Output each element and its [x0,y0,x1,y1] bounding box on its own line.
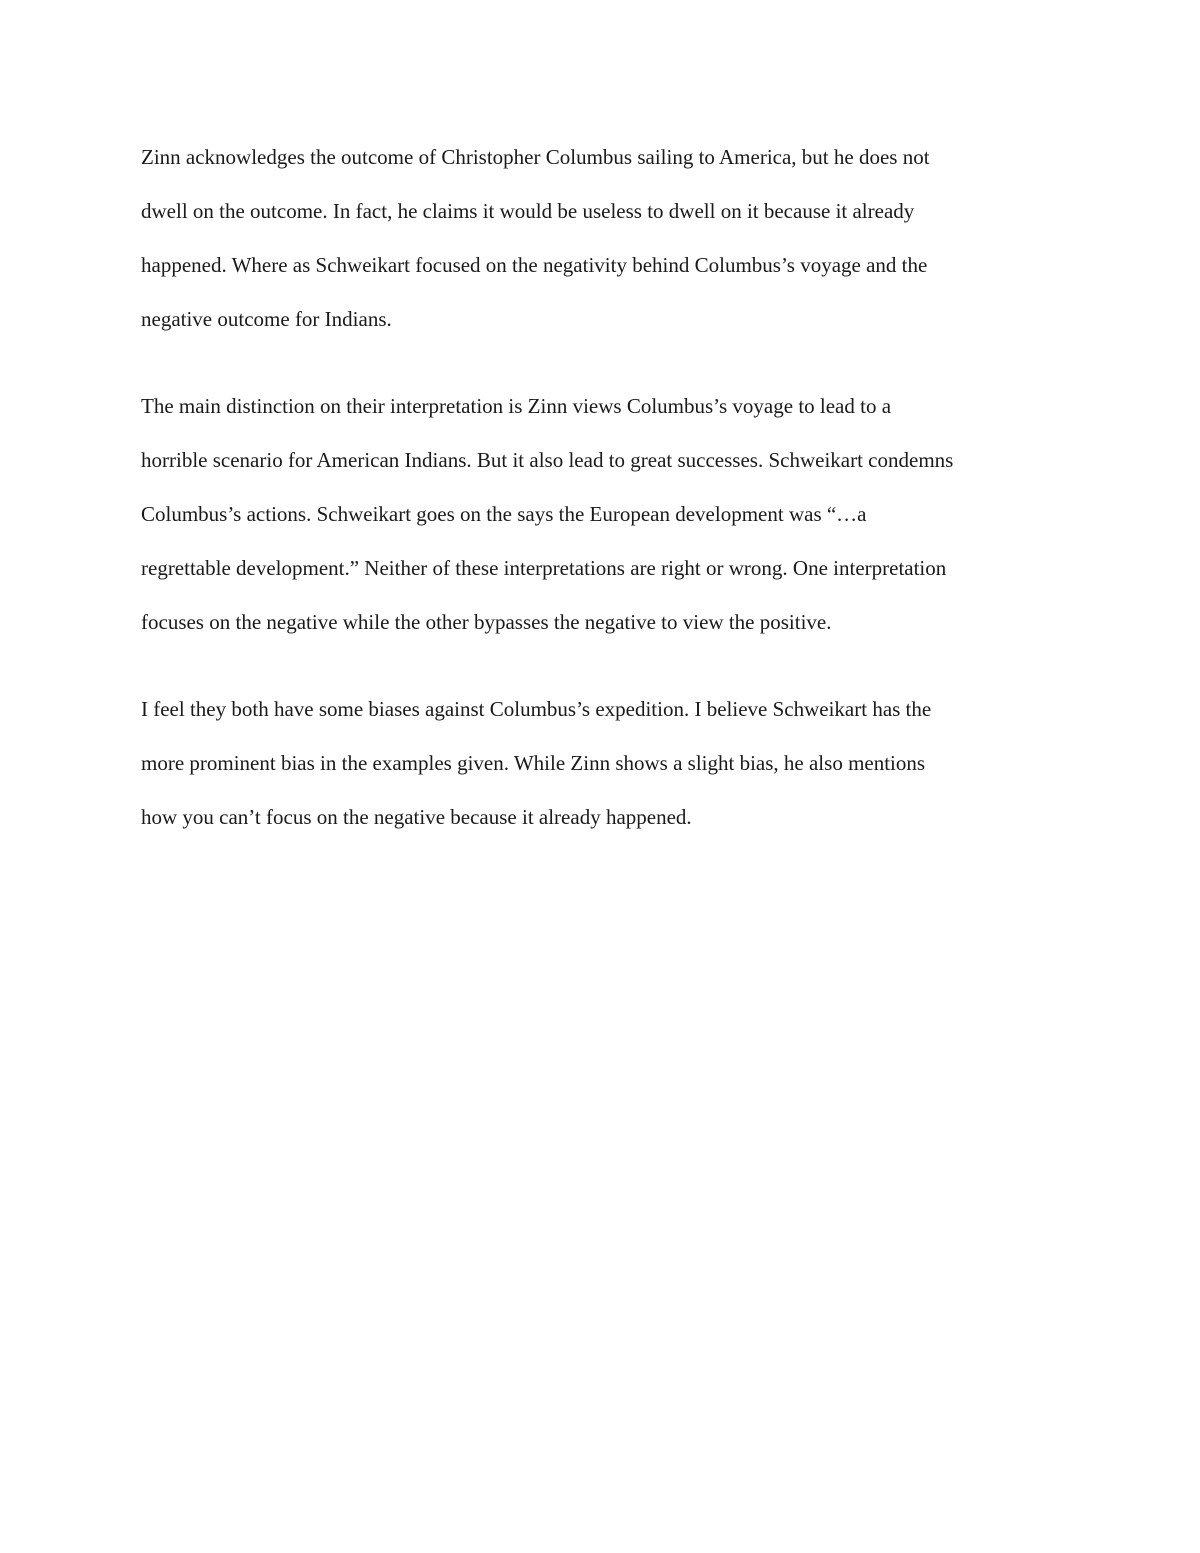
document-body [141,138,1071,852]
paragraph-3 [141,690,1071,852]
paragraph-line: regrettable development.” Neither of these interpretations are right or wrong. One interpretation [141,556,947,580]
paragraph-line: dwell on the outcome. In fact, he claims it would be useless to dwell on it because it already [141,199,915,223]
paragraph-spacer [141,354,1071,387]
paragraph-2 [141,387,1071,657]
paragraph-line: Columbus’s actions. Schweikart goes on the says the European development was “…a [141,502,867,526]
paragraph-line: more prominent bias in the examples given. While Zinn shows a slight bias, he also mentions [141,751,926,775]
paragraph-line: Zinn acknowledges the outcome of Christopher Columbus sailing to America, but he does not [141,145,930,169]
paragraph-spacer [141,657,1071,690]
paragraph-line: how you can’t focus on the negative because it already happened. [141,805,692,829]
paragraph-line: The main distinction on their interpretation is Zinn views Columbus’s voyage to lead to a [141,394,892,418]
paragraph-1 [141,138,1071,354]
paragraph-line: happened. Where as Schweikart focused on the negativity behind Columbus’s voyage and the [141,253,928,277]
paragraph-line: focuses on the negative while the other bypasses the negative to view the positive. [141,610,832,634]
paragraph-line: negative outcome for Indians. [141,307,392,331]
paragraph-line: I feel they both have some biases against Columbus’s expedition. I believe Schweikart has the [141,697,932,721]
paragraph-line: horrible scenario for American Indians. But it also lead to great successes. Schweikart condemns [141,448,954,472]
